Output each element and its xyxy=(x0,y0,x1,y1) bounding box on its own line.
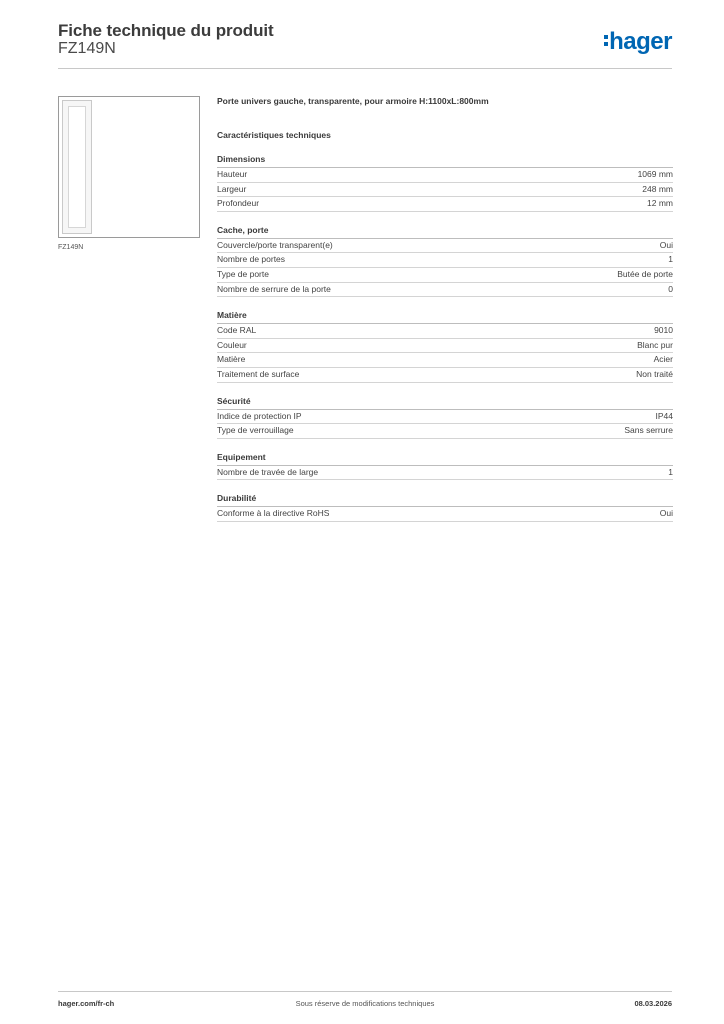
product-code-title: FZ149N xyxy=(58,40,116,57)
section-title: Sécurité xyxy=(217,396,673,410)
spec-value: Butée de porte xyxy=(617,268,673,279)
spec-section xyxy=(217,154,673,212)
spec-value: 248 mm xyxy=(642,183,673,194)
section-title: Matière xyxy=(217,310,673,324)
spec-label: Code RAL xyxy=(217,325,257,336)
spec-label: Conforme à la directive RoHS xyxy=(217,508,330,519)
section-title: Dimensions xyxy=(217,154,673,168)
product-description: Porte univers gauche, transparente, pour armoire H:1100xL:800mm xyxy=(217,96,489,106)
spec-value: 9010 xyxy=(654,325,673,336)
spec-section xyxy=(217,396,673,439)
spec-row xyxy=(217,424,673,439)
tech-characteristics-heading: Caractéristiques techniques xyxy=(217,130,331,140)
spec-value: 0 xyxy=(668,283,673,294)
logo-text: hager xyxy=(609,28,672,55)
door-illustration xyxy=(62,100,92,234)
section-title: Durabilité xyxy=(217,493,673,507)
footer-date: 08.03.2026 xyxy=(634,999,672,1008)
logo-dots-icon xyxy=(604,32,608,49)
section-title: Equipement xyxy=(217,452,673,466)
spec-value: IP44 xyxy=(655,410,673,421)
spec-value: Oui xyxy=(659,239,673,250)
spec-content xyxy=(217,96,673,522)
spec-value: 12 mm xyxy=(647,198,673,209)
spec-value: Acier xyxy=(653,354,673,365)
spec-value: Oui xyxy=(659,508,673,519)
spec-row xyxy=(217,507,673,522)
spec-label: Nombre de portes xyxy=(217,254,286,265)
spec-label: Matière xyxy=(217,354,246,365)
spec-section xyxy=(217,452,673,481)
product-image-caption: FZ149N xyxy=(58,244,84,251)
spec-row xyxy=(217,466,673,481)
spec-value: 1 xyxy=(668,466,673,477)
spec-section xyxy=(217,225,673,297)
spec-label: Traitement de surface xyxy=(217,368,300,379)
spec-row xyxy=(217,239,673,254)
door-glass-panel xyxy=(68,106,86,228)
spec-value: 1 xyxy=(668,254,673,265)
spec-label: Largeur xyxy=(217,183,247,194)
page-title: Fiche technique du produit xyxy=(58,21,274,40)
spec-row xyxy=(217,324,673,339)
spec-sections xyxy=(217,154,673,522)
spec-row xyxy=(217,268,673,283)
hager-logo xyxy=(604,28,672,56)
spec-row xyxy=(217,339,673,354)
spec-row xyxy=(217,168,673,183)
spec-row xyxy=(217,283,673,298)
spec-section xyxy=(217,493,673,522)
footer-notice: Sous réserve de modifications techniques xyxy=(295,999,435,1008)
spec-row xyxy=(217,197,673,212)
spec-row xyxy=(217,253,673,268)
footer-divider xyxy=(58,991,672,992)
spec-row xyxy=(217,353,673,368)
spec-row xyxy=(217,410,673,425)
spec-value: Blanc pur xyxy=(637,339,673,350)
section-title: Cache, porte xyxy=(217,225,673,239)
spec-label: Type de porte xyxy=(217,268,269,279)
spec-row xyxy=(217,368,673,383)
header-divider xyxy=(58,68,672,69)
spec-label: Type de verrouillage xyxy=(217,425,294,436)
spec-value: Sans serrure xyxy=(624,425,673,436)
spec-label: Indice de protection IP xyxy=(217,410,302,421)
spec-label: Hauteur xyxy=(217,169,248,179)
spec-label: Nombre de serrure de la porte xyxy=(217,283,331,294)
spec-value: Non traité xyxy=(636,368,673,379)
spec-label: Couleur xyxy=(217,339,247,350)
spec-label: Profondeur xyxy=(217,198,260,209)
footer-website-link[interactable]: hager.com/fr-ch xyxy=(58,999,115,1008)
spec-section xyxy=(217,310,673,382)
spec-label: Nombre de travée de large xyxy=(217,466,319,477)
spec-row xyxy=(217,183,673,198)
spec-value: 1069 mm xyxy=(637,169,673,179)
product-image xyxy=(58,96,200,238)
spec-label: Couvercle/porte transparent(e) xyxy=(217,239,333,250)
